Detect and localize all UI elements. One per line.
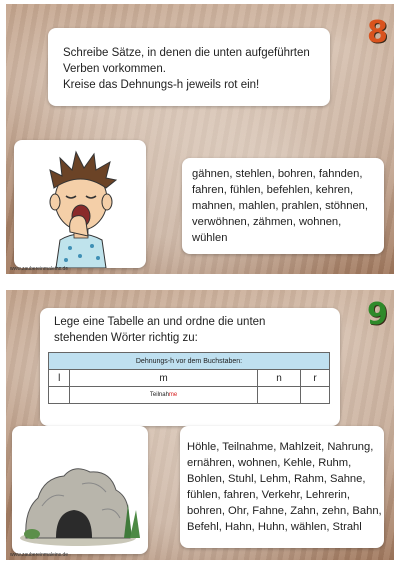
word-line: ernähren, wohnen, Kehle, Ruhm, (187, 457, 352, 469)
illustration-box (14, 140, 146, 268)
table-cell (257, 387, 300, 404)
footer-url: www.zaubereinmaleins.de (10, 266, 69, 272)
word-box (182, 158, 384, 254)
table-cell (49, 387, 70, 404)
table-col-letter: m (70, 370, 257, 387)
word-box (180, 426, 384, 548)
task-line: Lege eine Tabelle an und ordne die unten (54, 316, 266, 328)
word-line: Bohlen, Stuhl, Lehm, Rahm, Sahne, (187, 473, 366, 485)
word-line: verwöhnen, zähmen, wohnen, (192, 216, 342, 228)
table-cell (301, 387, 330, 404)
task-line: Verben vorkommen. (63, 63, 166, 75)
word-line: gähnen, stehlen, bohren, fahnden, (192, 168, 363, 180)
cave-illustration (12, 426, 148, 554)
word-list (192, 166, 368, 246)
task-box (48, 28, 330, 106)
word-line: fahren, fühlen, befehlen, kehren, (192, 184, 354, 196)
example-prefix: Teilnah (149, 392, 169, 398)
table-col-letter: r (301, 370, 330, 387)
word-line: bohren, Ohr, Fahne, Zahn, zehn, Bahn, (187, 505, 382, 517)
task-line: stehenden Wörter richtig zu: (54, 332, 198, 344)
worksheet-card-9 (6, 290, 394, 560)
task-text (63, 45, 310, 93)
card-number: 8 (367, 15, 388, 50)
word-line: fühlen, fahren, Verkehr, Lehrerin, (187, 489, 350, 501)
footer-url: www.zaubereinmaleins.de (10, 552, 69, 558)
table-header: Dehnungs-h vor dem Buchstaben: (49, 353, 330, 370)
task-line: Schreibe Sätze, in denen die unten aufgeführten (63, 47, 310, 59)
word-line: Befehl, Hahn, Huhn, wählen, Strahl (187, 521, 362, 533)
word-list (187, 439, 382, 535)
card-number: 9 (367, 297, 388, 332)
yawning-boy-illustration (14, 140, 146, 268)
worksheet-card-8 (6, 4, 394, 274)
word-line: mahnen, mahlen, prahlen, stöhnen, (192, 200, 369, 212)
task-text (54, 314, 265, 346)
dehnungs-h-table (48, 352, 330, 404)
table-col-letter: n (257, 370, 300, 387)
task-line: Kreise das Dehnungs-h jeweils rot ein! (63, 79, 260, 91)
word-line: Höhle, Teilnahme, Mahlzeit, Nahrung, (187, 441, 374, 453)
task-box (40, 308, 340, 426)
table-example-cell (70, 387, 257, 404)
illustration-box (12, 426, 148, 554)
example-suffix: me (168, 392, 178, 398)
table-col-letter: l (49, 370, 70, 387)
word-line: wühlen (192, 232, 228, 244)
